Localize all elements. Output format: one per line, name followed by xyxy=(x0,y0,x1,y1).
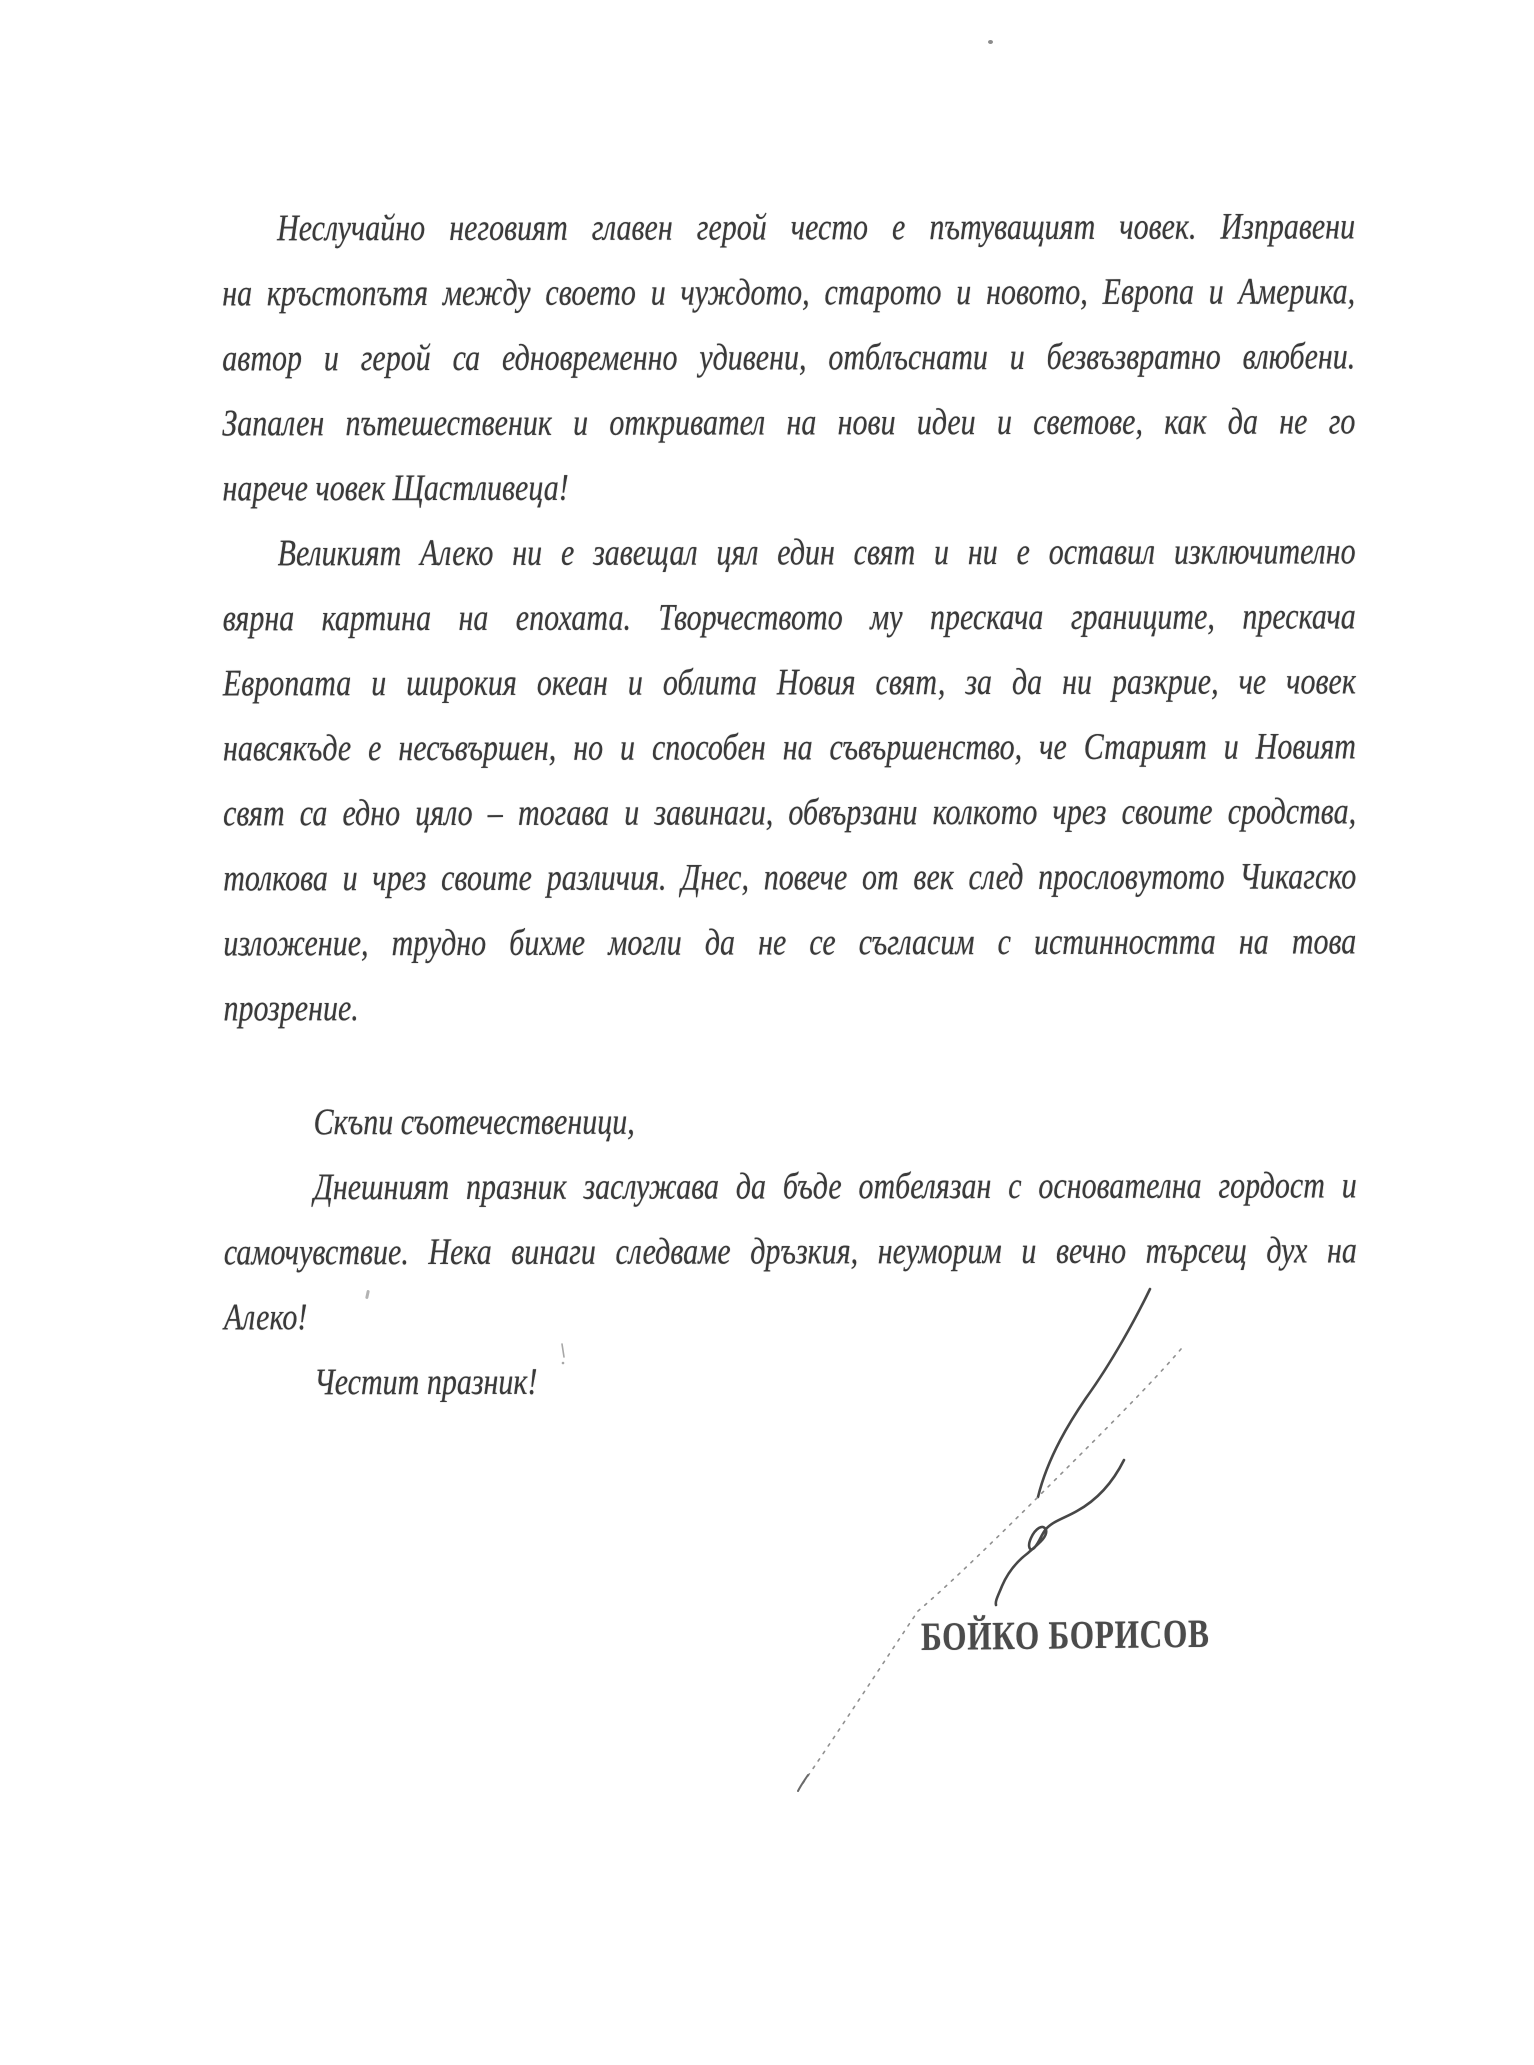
letter-body xyxy=(222,194,1357,1415)
letter-line: вярна картина на епохата. Творчеството му прескача границите, прескача xyxy=(222,595,1356,640)
letter-line: свят са едно цяло – тогава и завинаги, обвързани колкото чрез своите сродства, xyxy=(223,790,1357,835)
letter-closing-line: Честит празник! xyxy=(314,1361,538,1403)
letter-line: автор и герой са едновременно удивени, отблъснати и безвъзвратно влюбени. xyxy=(222,335,1356,380)
signature-stroke-tail xyxy=(799,1349,1181,1789)
scan-speck-dot xyxy=(988,40,993,44)
letter-line: Запален пътешественик и откривател на нови идеи и светове, как да не го xyxy=(222,400,1356,445)
letter-line: Алеко! xyxy=(223,1296,308,1339)
letter-line: нарече човек Щастливеца! xyxy=(222,467,569,510)
letter-line: Неслучайно неговият главен герой често е пътуващият човек. Изправени xyxy=(277,205,1356,250)
signature-stroke-main xyxy=(1038,1289,1150,1497)
scan-speck-exclamation-dot xyxy=(562,1362,565,1365)
letter-line: Европата и широкия океан и облита Новия свят, за да ни разкрие, че човек xyxy=(222,660,1356,705)
signature-stroke-tail-tip xyxy=(798,1775,808,1791)
letter-line: толкова и чрез своите различия. Днес, повече от век след прословутото Чикагско xyxy=(223,855,1357,900)
letter-line: на кръстопътя между своето и чуждото, старото и новото, Европа и Америка, xyxy=(222,270,1356,315)
letter-line: изложение, трудно бихме могли да не се съгласим с истинността на това xyxy=(223,920,1357,965)
letter-line: навсякъде е несъвършен, но и способен на съвършенство, че Старият и Новият xyxy=(222,725,1356,770)
letter-salutation: Скъпи съотечественици, xyxy=(313,1101,635,1143)
signature-scribble xyxy=(540,1270,1220,1830)
letter-line: самочувствие. Нека винаги следваме дръзкия, неуморим и вечно търсещ дух на xyxy=(223,1229,1357,1274)
letter-line: Великият Алеко ни е завещал цял един свят и ни е оставил изключително xyxy=(277,530,1356,575)
letter-line: прозрение. xyxy=(223,987,359,1030)
signature-stroke-squiggle xyxy=(996,1460,1124,1605)
letter-line: Днешният празник заслужава да бъде отбелязан с основателна гордост и xyxy=(313,1164,1357,1208)
scan-speck-exclamation xyxy=(562,1344,564,1357)
signatory-name: БОЙКО БОРИСОВ xyxy=(920,1610,1210,1659)
